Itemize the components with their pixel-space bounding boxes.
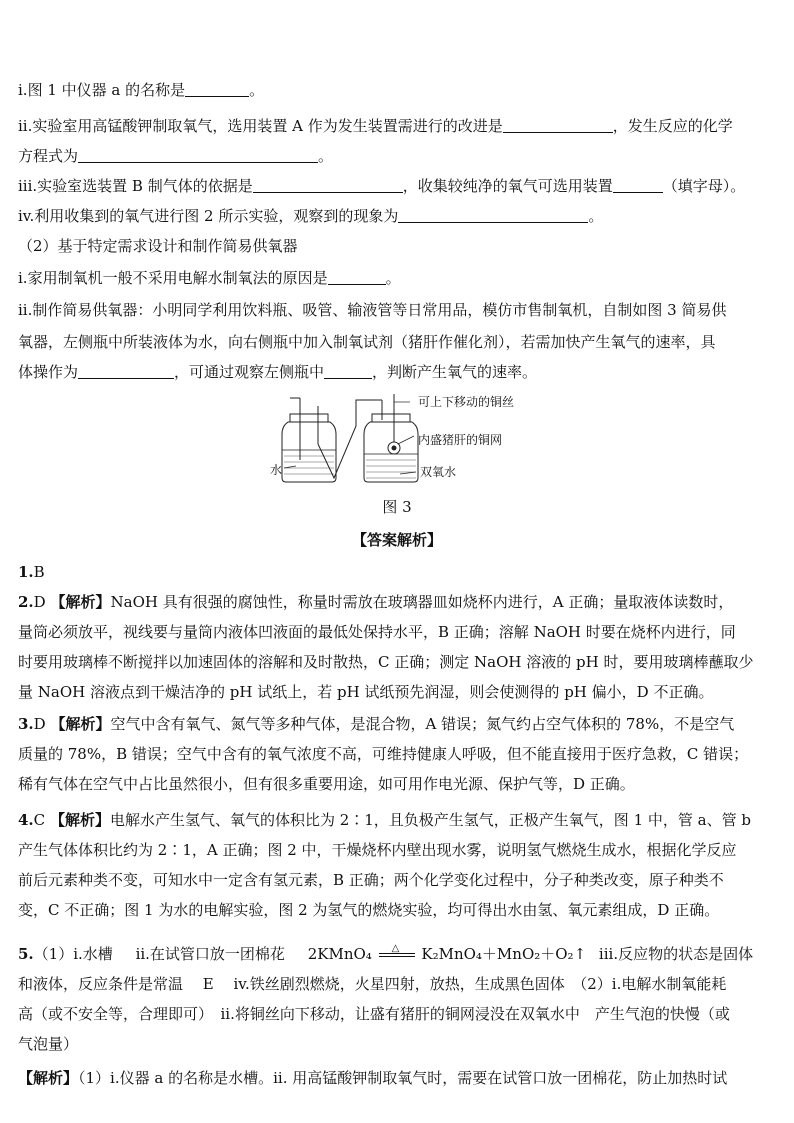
connecting-tube — [318, 400, 368, 478]
answer-section-header: 【答案解析】 — [351, 531, 442, 549]
question-2-title: （2）基于特定需求设计和制作简易供氧器 — [18, 237, 298, 255]
answer-blank — [503, 118, 613, 133]
answer-4-line4: 变，C 不正确；图 1 为水的电解实验，图 2 为氢气的燃烧实验，均可得出水由氢、氧元素组成，D 正确。 — [18, 901, 720, 919]
answer-blank — [185, 82, 249, 97]
question-1-ii-cont: 方程式为 。 — [18, 147, 334, 165]
label-copper-wire: 可上下移动的铜丝 — [418, 395, 515, 409]
question-2-ii-line2: 氧器，左侧瓶中所装液体为水，向右侧瓶中加入制氧试剂（猪肝作催化剂），若需加快产生氧气的速率，具 — [18, 333, 716, 351]
question-2-ii-line1: ii.制作简易供氧器：小明同学利用饮料瓶、吸管、输液管等日常用品，模仿市售制氧机，自制如图 3 简易供 — [18, 301, 727, 319]
answer-5-line1: 5.（1）i.水槽 ii.在试管口放一团棉花 2KMnO₄ △ K₂MnO₄＋MnO₂＋O₂↑ iii.反应物的状态是固体 — [18, 943, 754, 963]
answer-4-line2: 产生气体体积比约为 2∶1，A 正确；图 2 中，干燥烧杯内壁出现水雾，说明氢气燃烧生成水，根据化学反应 — [18, 841, 737, 859]
answer-5-line4: 气泡量） — [18, 1035, 79, 1053]
question-2-ii-line3: 体操作为 ，可通过观察左侧瓶中 ，判断产生氧气的速率。 — [18, 363, 538, 381]
answer-3-line3: 稀有气体在空气中占比虽然很小，但有很多重要用途，如可用作电光源、保护气等，D 正确。 — [18, 775, 635, 793]
question-1-iv: iv.利用收集到的氧气进行图 2 所示实验，观察到的现象为 。 — [18, 207, 604, 225]
answer-2-line4: 量 NaOH 溶液点到干燥洁净的 pH 试纸上，若 pH 试纸预先润湿，则会使测得的 pH 偏小，D 不正确。 — [18, 683, 714, 701]
answer-blank — [613, 178, 663, 193]
answer-blank — [398, 208, 588, 223]
left-bottle — [282, 398, 336, 482]
answer-5-line2: 和液体，反应条件是常温 E iv.铁丝剧烈燃烧，火星四射，放热，生成黑色固体 （2）i.电解水制氧能耗 — [18, 975, 727, 993]
answer-blank — [78, 148, 318, 163]
answer-2-line1: 2.D 【解析】NaOH 具有很强的腐蚀性，称量时需放在玻璃器皿如烧杯内进行，A 正确；量取液体读数时， — [18, 593, 734, 611]
answer-blank — [253, 178, 403, 193]
answer-5-line3: 高（或不安全等，合理即可） ii.将铜丝向下移动，让盛有猪肝的铜网浸没在双氧水中 产生气泡的快慢（或 — [18, 1005, 730, 1023]
label-hydrogen-peroxide: 双氧水 — [420, 465, 457, 479]
answer-4-line1: 4.C 【解析】电解水产生氢气、氧气的体积比为 2∶1，且负极产生氢气，正极产生氧气，图 1 中，管 a、管 b — [18, 811, 751, 829]
figure-caption: 图 3 — [382, 498, 412, 516]
reaction-condition: △ — [377, 948, 417, 962]
answer-3-line2: 质量的 78%，B 错误；空气中含有的氧气浓度不高，可维持健康人呼吸，但不能直接用于医疗急救，C 错误； — [18, 745, 749, 763]
label-copper-mesh: 内盛猪肝的铜网 — [418, 433, 503, 447]
answer-blank — [324, 364, 372, 379]
question-1-ii: ii.实验室用高锰酸钾制取氧气，选用装置 A 作为发生装置需进行的改进是 ，发生反应的化学 — [18, 117, 733, 135]
question-1-iii: iii.实验室选装置 B 制气体的依据是 ，收集较纯净的氧气可选用装置 （填字母）。 — [18, 177, 746, 195]
label-water: 水 — [270, 463, 283, 477]
answer-2-line3: 时要用玻璃棒不断搅拌以加速固体的溶解和及时散热，C 正确；测定 NaOH 溶液的 pH 时，要用玻璃棒蘸取少 — [18, 653, 754, 671]
question-1-i: i.图 1 中仪器 a 的名称是 。 — [18, 81, 265, 99]
answer-4-line3: 前后元素种类不变，可知水中一定含有氢元素，B 正确；两个化学变化过程中，分子种类改变，原子种类不 — [18, 871, 724, 889]
answer-blank — [328, 270, 386, 285]
answer-blank — [78, 364, 174, 379]
answer-1: 1.B — [18, 563, 45, 581]
question-2-i: i.家用制氧机一般不采用电解水制氧法的原因是 。 — [18, 269, 401, 287]
answer-5-explanation: 【解析】（1）i.仪器 a 的名称是水槽。ii. 用高锰酸钾制取氧气时，需要在试管口放一团棉花，防止加热时试 — [18, 1069, 728, 1087]
answer-2-line2: 量筒必须放平，视线要与量筒内液体凹液面的最低处保持水平，B 正确；溶解 NaOH 时要在烧杯内进行，同 — [18, 623, 736, 641]
answer-3-line1: 3.D 【解析】空气中含有氧气、氮气等多种气体，是混合物，A 错误；氮气约占空气体积的 78%，不是空气 — [18, 715, 735, 733]
